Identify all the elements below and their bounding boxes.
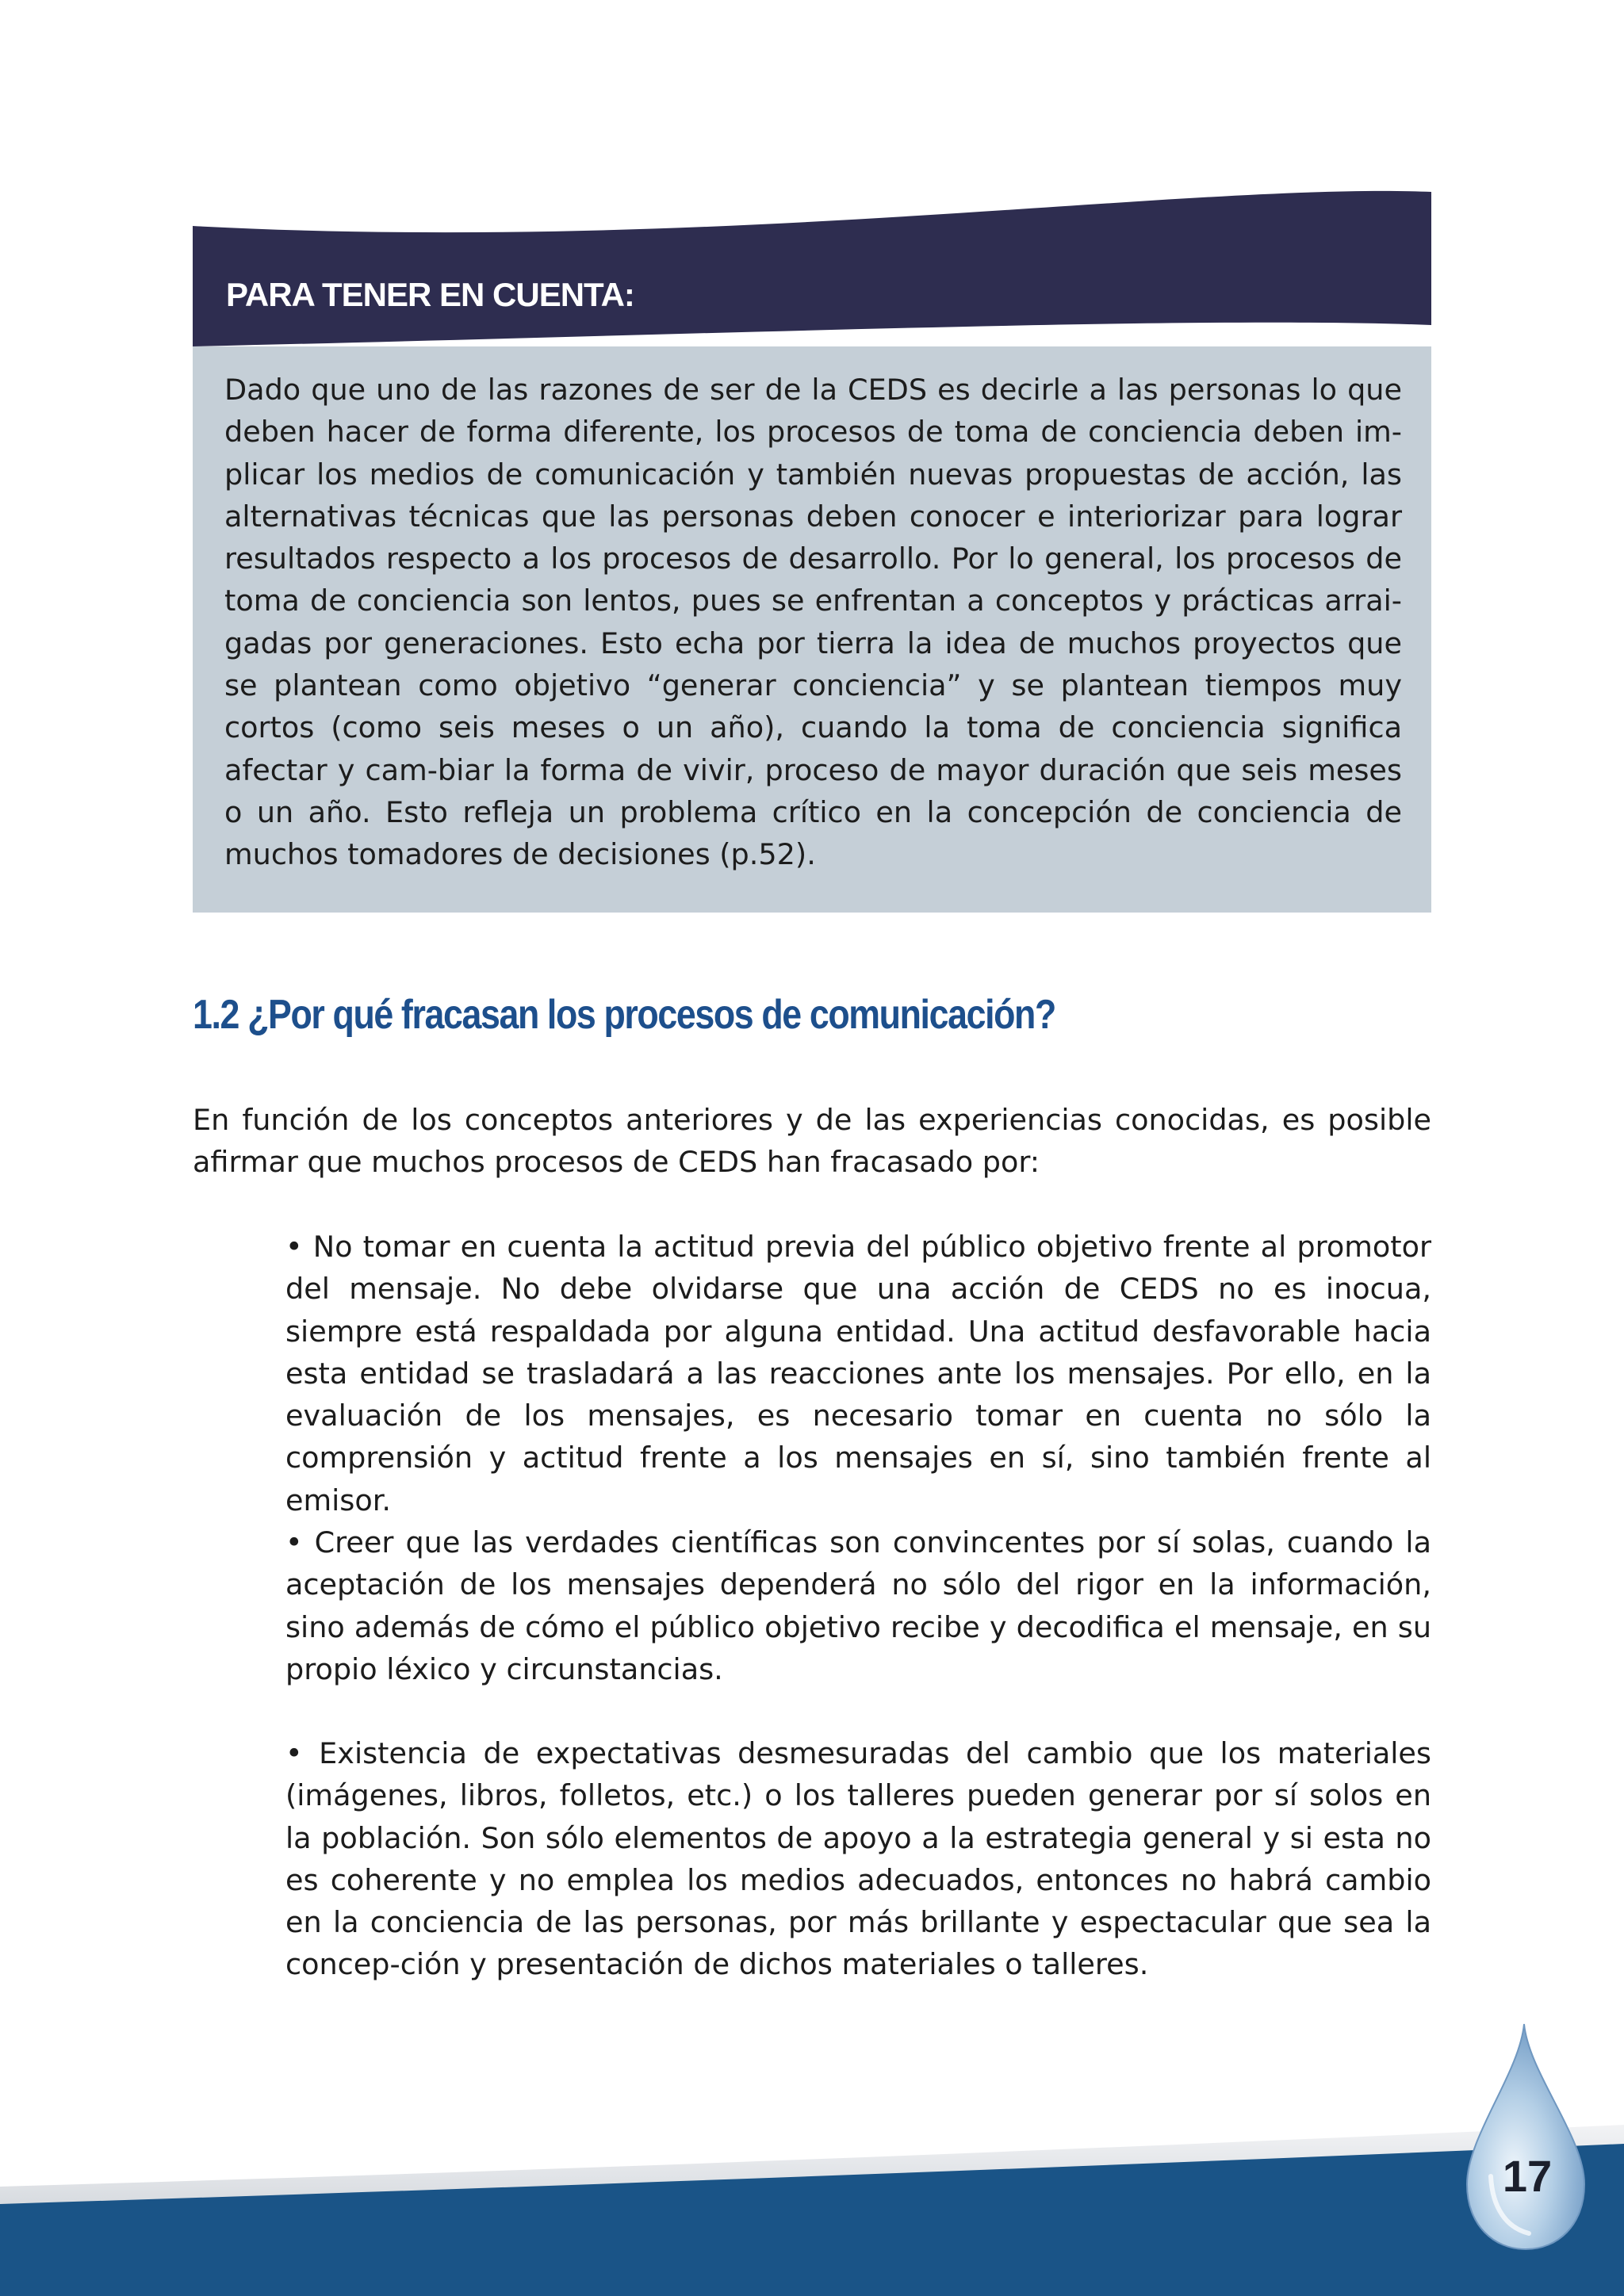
page-number: 17: [1502, 2151, 1553, 2201]
callout-title: PARA TENER EN CUENTA:: [226, 276, 634, 313]
footer-band: [0, 2077, 1624, 2296]
bullet-item: • No tomar en cuenta la actitud previa del público objetivo frente al promotor del mensaje. No debe olvidarse que una acción de CEDS no es inocua, siempre está respaldada por alguna entidad. Una actitud desfavorable hacia esta entidad se trasladará a las reacciones ante los mensajes. Por ello, en la evaluación de los mensajes, es necesario tomar en cuenta no sólo la comprensión y actitud frente a los mensajes en sí, sino también frente al emisor.: [285, 1230, 1431, 1517]
callout-header-shape: [193, 191, 1431, 346]
callout-body-text: Dado que uno de las razones de ser de la CEDS es decirle a las personas lo que deben hacer de forma diferente, los procesos de toma de conciencia deben im-plicar los medios de comunicación y también nuevas propuestas de acción, las alternativas técnicas que las personas deben conocer e interiorizar para lograr resultados respecto a los procesos de desarrollo. Por lo general, los procesos de toma de conciencia son lentos, pues se enfrentan a conceptos y prácticas arrai-gadas por generaciones. Esto echa por tierra la idea de muchos proyectos que se plantean como objetivo “generar conciencia” y se plantean tiempos muy cortos (como seis meses o un año), cuando la toma de conciencia significa afectar y cam-biar la forma de vivir, proceso de mayor duración que seis meses o un año. Esto refleja un problema crítico en la concepción de conciencia de muchos tomadores de decisiones (p.52).: [224, 373, 1402, 872]
intro-paragraph: En función de los conceptos anteriores y de las experiencias conocidas, es posible afirmar que muchos procesos de CEDS han fracasado por:: [193, 1103, 1431, 1180]
water-drop-icon: [1459, 2018, 1602, 2256]
section-heading: 1.2 ¿Por qué fracasan los procesos de comunicación?: [193, 992, 1055, 1038]
bullet-item: • Creer que las verdades científicas son convincentes por sí solas, cuando la aceptación de los mensajes dependerá no sólo del rigor en la información, sino además de cómo el público objetivo recibe y decodifica el mensaje, en su propio léxico y circunstancias.: [285, 1525, 1431, 1686]
bullet-item: • Existencia de expectativas desmesuradas del cambio que los materiales (imágenes, libros, folletos, etc.) o los talleres pueden generar por sí solos en la población. Son sólo elementos de apoyo a la estrategia general y si esta no es coherente y no emplea los medios adecuados, entonces no habrá cambio en la conciencia de las personas, por más brillante y espectacular que sea la concep-ción y presentación de dichos materiales o talleres.: [285, 1736, 1431, 1982]
